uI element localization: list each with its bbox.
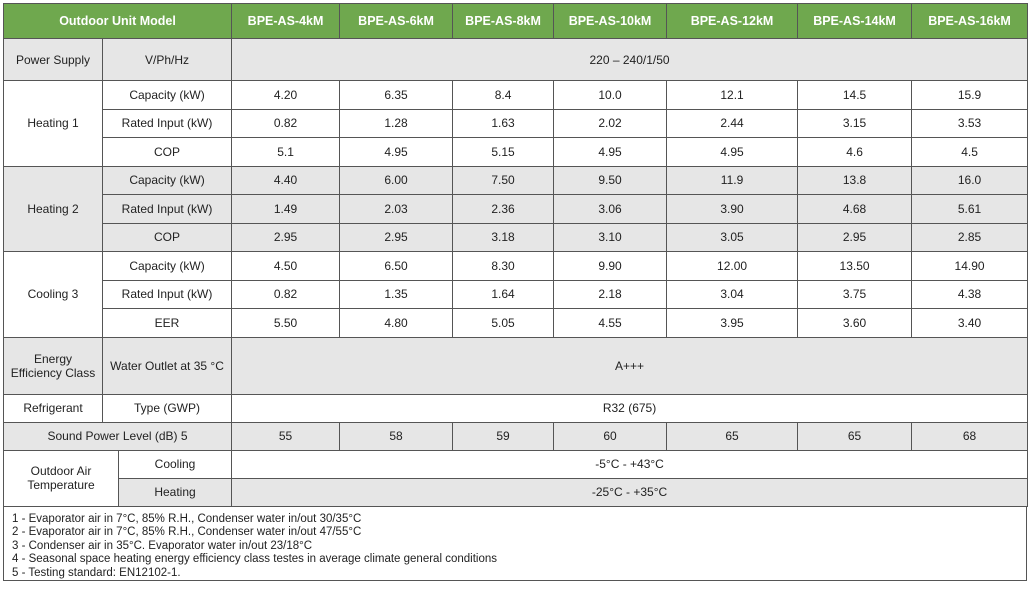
power-supply-row: [4, 39, 1028, 81]
cell: 8.4: [453, 81, 554, 110]
cell: 5.61: [912, 195, 1028, 224]
cell: 2.36: [453, 195, 554, 224]
cell: 65: [798, 422, 912, 450]
spec-table: [3, 3, 1028, 507]
cell: 12.00: [667, 252, 798, 281]
cell: 2.95: [798, 223, 912, 252]
refrigerant-row: [4, 394, 1028, 422]
cell: 5.50: [232, 309, 340, 338]
sound-power-label: Sound Power Level (dB) 5: [4, 422, 232, 450]
cell: 2.95: [340, 223, 453, 252]
energy-class-value: A+++: [232, 337, 1028, 394]
model-header: BPE-AS-4kM: [232, 4, 340, 39]
outdoor-air-cooling-row: [4, 450, 1028, 478]
footnotes: [3, 507, 1027, 581]
table-row: [4, 280, 1028, 309]
refrigerant-param: Type (GWP): [103, 394, 232, 422]
table-row: [4, 252, 1028, 281]
cell: 3.95: [667, 309, 798, 338]
cell: 12.1: [667, 81, 798, 110]
cell: 4.95: [340, 138, 453, 167]
cell: 11.9: [667, 166, 798, 195]
row-param: Capacity (kW): [103, 166, 232, 195]
cell: 9.50: [554, 166, 667, 195]
cell: 7.50: [453, 166, 554, 195]
footnote: 2 - Evaporator air in 7°C, 85% R.H., Condenser water in/out 47/55°C: [12, 526, 362, 538]
energy-class-param: Water Outlet at 35 °C: [103, 337, 232, 394]
outdoor-air-cooling-value: -5°C - +43°C: [232, 450, 1028, 478]
cell: 13.8: [798, 166, 912, 195]
cell: 4.95: [667, 138, 798, 167]
cell: 1.63: [453, 109, 554, 138]
cell: 3.10: [554, 223, 667, 252]
refrigerant-label: Refrigerant: [4, 394, 103, 422]
table-row: [4, 195, 1028, 224]
row-param: Capacity (kW): [103, 81, 232, 110]
cell: 2.18: [554, 280, 667, 309]
model-header: BPE-AS-10kM: [554, 4, 667, 39]
cell: 2.03: [340, 195, 453, 224]
row-param: EER: [103, 309, 232, 338]
energy-class-label: Energy Efficiency Class: [4, 337, 103, 394]
cell: 3.53: [912, 109, 1028, 138]
cell: 6.00: [340, 166, 453, 195]
cell: 4.55: [554, 309, 667, 338]
outdoor-air-label: Outdoor Air Temperature: [4, 450, 119, 506]
cell: 3.40: [912, 309, 1028, 338]
cell: 60: [554, 422, 667, 450]
table-row: [4, 223, 1028, 252]
sound-power-row: [4, 422, 1028, 450]
cell: 3.18: [453, 223, 554, 252]
cell: 4.50: [232, 252, 340, 281]
cell: 14.90: [912, 252, 1028, 281]
cell: 14.5: [798, 81, 912, 110]
group-label: Heating 2: [4, 166, 103, 252]
cell: 4.68: [798, 195, 912, 224]
cell: 5.1: [232, 138, 340, 167]
cell: 4.5: [912, 138, 1028, 167]
table-row: [4, 81, 1028, 110]
cell: 1.35: [340, 280, 453, 309]
group-label: Heating 1: [4, 81, 103, 167]
table-row: [4, 109, 1028, 138]
power-supply-param: V/Ph/Hz: [103, 39, 232, 81]
model-header: BPE-AS-12kM: [667, 4, 798, 39]
cell: 5.05: [453, 309, 554, 338]
outdoor-air-heating-value: -25°C - +35°C: [232, 478, 1028, 506]
cell: 3.90: [667, 195, 798, 224]
cell: 4.20: [232, 81, 340, 110]
cell: 4.95: [554, 138, 667, 167]
cell: 55: [232, 422, 340, 450]
cell: 0.82: [232, 280, 340, 309]
cell: 4.40: [232, 166, 340, 195]
cell: 13.50: [798, 252, 912, 281]
power-supply-label: Power Supply: [4, 39, 103, 81]
refrigerant-value: R32 (675): [232, 394, 1028, 422]
model-header: BPE-AS-6kM: [340, 4, 453, 39]
cell: 3.04: [667, 280, 798, 309]
cell: 10.0: [554, 81, 667, 110]
cell: 2.44: [667, 109, 798, 138]
table-row: [4, 138, 1028, 167]
cell: 1.64: [453, 280, 554, 309]
cell: 4.80: [340, 309, 453, 338]
cell: 1.28: [340, 109, 453, 138]
cell: 8.30: [453, 252, 554, 281]
model-header: BPE-AS-16kM: [912, 4, 1028, 39]
group-label: Cooling 3: [4, 252, 103, 338]
footnote: 3 - Condenser air in 35°C. Evaporator water in/out 23/18°C: [12, 539, 313, 552]
cell: 2.02: [554, 109, 667, 138]
cell: 15.9: [912, 81, 1028, 110]
row-param: Rated Input (kW): [103, 195, 232, 224]
cell: 4.38: [912, 280, 1028, 309]
footnote: 1 - Evaporator air in 7°C, 85% R.H., Condenser water in/out 30/35°C: [12, 512, 362, 525]
cell: 2.95: [232, 223, 340, 252]
cell: 3.60: [798, 309, 912, 338]
cell: 4.6: [798, 138, 912, 167]
footnote: 4 - Seasonal space heating energy efficiency class testes in average climate general conditions: [12, 553, 497, 565]
row-param: Rated Input (kW): [103, 280, 232, 309]
table-row: [4, 309, 1028, 338]
power-supply-value: 220 – 240/1/50: [232, 39, 1028, 81]
cell: 0.82: [232, 109, 340, 138]
cell: 16.0: [912, 166, 1028, 195]
table-row: [4, 166, 1028, 195]
cell: 6.35: [340, 81, 453, 110]
cell: 3.05: [667, 223, 798, 252]
spec-sheet: [3, 3, 1027, 581]
cell: 2.85: [912, 223, 1028, 252]
cell: 1.49: [232, 195, 340, 224]
cell: 65: [667, 422, 798, 450]
row-param: COP: [103, 223, 232, 252]
cell: 58: [340, 422, 453, 450]
row-param: Capacity (kW): [103, 252, 232, 281]
header-label: Outdoor Unit Model: [4, 4, 232, 39]
footnote: 5 - Testing standard: EN12102-1.: [12, 566, 181, 579]
row-param: Rated Input (kW): [103, 109, 232, 138]
cell: 6.50: [340, 252, 453, 281]
cell: 9.90: [554, 252, 667, 281]
cell: 5.15: [453, 138, 554, 167]
model-header: BPE-AS-8kM: [453, 4, 554, 39]
cell: 3.06: [554, 195, 667, 224]
cell: 3.15: [798, 109, 912, 138]
energy-class-row: [4, 337, 1028, 394]
cell: 59: [453, 422, 554, 450]
row-param: COP: [103, 138, 232, 167]
cell: 68: [912, 422, 1028, 450]
header-row: [4, 4, 1028, 39]
model-header: BPE-AS-14kM: [798, 4, 912, 39]
cell: 3.75: [798, 280, 912, 309]
outdoor-air-heating-row: [4, 478, 1028, 506]
outdoor-air-cooling-label: Cooling: [119, 450, 232, 478]
outdoor-air-heating-label: Heating: [119, 478, 232, 506]
